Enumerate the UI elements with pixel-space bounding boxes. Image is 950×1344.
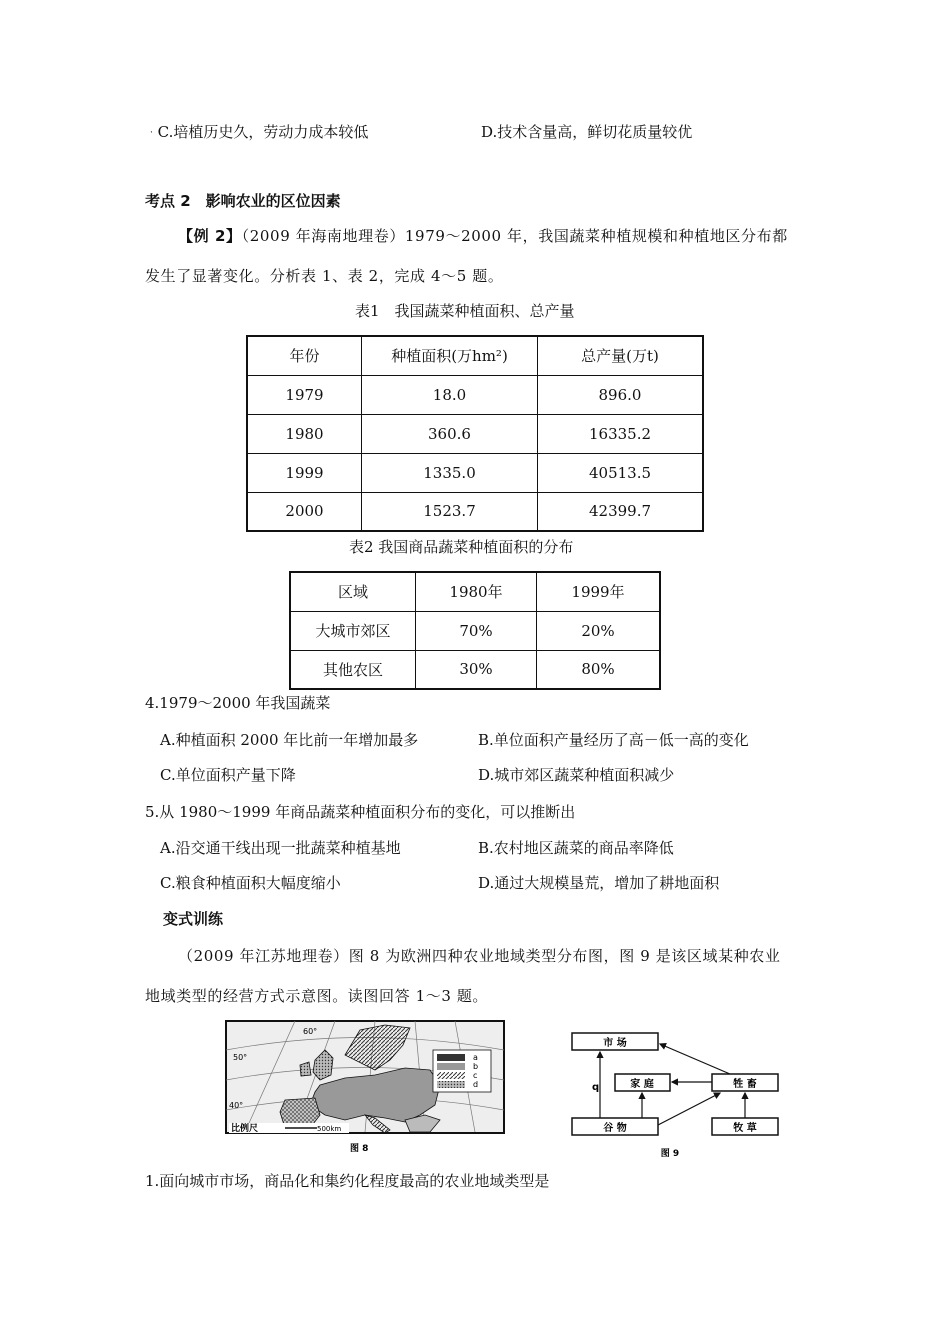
- example-label: 【例 2】: [178, 227, 242, 245]
- table2-header: 1999年: [537, 572, 661, 611]
- table1-cell: 1523.7: [362, 492, 538, 531]
- lat-label: 50°: [233, 1053, 248, 1062]
- q1-stem: 1.面向城市市场，商品化和集约化程度最高的农业地域类型是: [145, 1172, 550, 1190]
- training-line-1: （2009 年江苏地理卷）图 8 为欧洲四种农业地域类型分布图，图 9 是该区域某种农业: [178, 947, 781, 965]
- bullet-dot: ·: [150, 128, 153, 138]
- q5-stem: 5.从 1980～1999 年商品蔬菜种植面积分布的变化，可以推断出: [145, 803, 576, 821]
- table1-cell: 1335.0: [362, 453, 538, 492]
- figure8-map: [225, 1020, 505, 1158]
- scale-label: 比例尺: [231, 1124, 259, 1134]
- table1: [246, 335, 704, 532]
- scale-value: 500km: [317, 1125, 342, 1133]
- table2-cell: 其他农区: [290, 650, 416, 689]
- q5-option-c: C.粮食种植面积大幅度缩小: [160, 874, 341, 892]
- table2-cell: 大城市郊区: [290, 611, 416, 650]
- figure9-diagram: [570, 1030, 785, 1160]
- table1-cell: 360.6: [362, 414, 538, 453]
- table1-cell: 16335.2: [538, 414, 704, 453]
- option-c-text: C.培植历史久，劳动力成本较低: [157, 123, 369, 141]
- table1-cell: 18.0: [362, 375, 538, 414]
- q4-option-d: D.城市郊区蔬菜种植面积减少: [478, 766, 675, 784]
- table1-header: 种植面积(万hm²): [362, 336, 538, 375]
- figure8-caption: 图 8: [350, 1144, 369, 1154]
- figure9-caption: 图 9: [660, 1149, 680, 1159]
- example-text-1: （2009 年海南地理卷）1979～2000 年，我国蔬菜种植规模和种植地区分布都: [241, 227, 788, 245]
- q4-option-c: C.单位面积产量下降: [160, 766, 296, 784]
- table2-header: 区域: [290, 572, 416, 611]
- option-c-prev: [150, 122, 368, 143]
- table2-caption: 表2 我国商品蔬菜种植面积的分布: [349, 538, 574, 556]
- q5-option-b: B.农村地区蔬菜的商品率降低: [478, 839, 674, 857]
- table1-cell: 2000: [247, 492, 362, 531]
- table1-header: 年份: [247, 336, 362, 375]
- legend-label: c: [473, 1071, 478, 1080]
- training-line-2: 地域类型的经营方式示意图。读图回答 1～3 题。: [145, 987, 489, 1005]
- option-d-prev: D.技术含量高，鲜切花质量较优: [481, 123, 693, 141]
- table1-caption: 表1 我国蔬菜种植面积、总产量: [355, 302, 575, 320]
- lat-label: 60°: [303, 1027, 318, 1036]
- node-market-label: 市 场: [603, 1038, 627, 1049]
- q4-stem: 4.1979～2000 年我国蔬菜: [145, 694, 331, 712]
- node-family-label: 家 庭: [630, 1079, 654, 1090]
- arrow-grain-livestock: [658, 1093, 720, 1125]
- legend-label: b: [473, 1062, 479, 1071]
- table2-cell: 80%: [537, 650, 661, 689]
- table1-cell: 896.0: [538, 375, 704, 414]
- table1-cell: 1979: [247, 375, 362, 414]
- table1-cell: 40513.5: [538, 453, 704, 492]
- arrow-livestock-market: [660, 1044, 730, 1074]
- lat-label: 40°: [229, 1101, 244, 1110]
- table1-cell: 1980: [247, 414, 362, 453]
- node-grass-label: 牧 草: [733, 1123, 757, 1134]
- table2-cell: 70%: [416, 611, 537, 650]
- table1-header: 总产量(万t): [538, 336, 704, 375]
- node-grain-label: 谷 物: [603, 1123, 627, 1134]
- table1-cell: 1999: [247, 453, 362, 492]
- q4-option-a: A.种植面积 2000 年比前一年增加最多: [160, 731, 419, 749]
- node-livestock-label: 牲 畜: [733, 1079, 757, 1090]
- map-legend: [433, 1050, 491, 1092]
- side-label: q: [592, 1082, 600, 1093]
- table2-header: 1980年: [416, 572, 537, 611]
- legend-label: d: [473, 1080, 479, 1089]
- training-heading: 变式训练: [163, 910, 224, 928]
- q5-option-d: D.通过大规模垦荒，增加了耕地面积: [478, 874, 720, 892]
- map-land-ireland: [300, 1062, 311, 1076]
- example-line-1: [178, 226, 788, 246]
- legend-label: a: [473, 1053, 478, 1062]
- section-heading: 考点 2 影响农业的区位因素: [145, 192, 341, 210]
- table2: [289, 571, 661, 690]
- table2-cell: 30%: [416, 650, 537, 689]
- q5-option-a: A.沿交通干线出现一批蔬菜种植基地: [160, 839, 401, 857]
- table2-cell: 20%: [537, 611, 661, 650]
- q4-option-b: B.单位面积产量经历了高－低一高的变化: [478, 731, 749, 749]
- example-line-2: 发生了显著变化。分析表 1、表 2，完成 4～5 题。: [145, 267, 504, 285]
- table1-cell: 42399.7: [538, 492, 704, 531]
